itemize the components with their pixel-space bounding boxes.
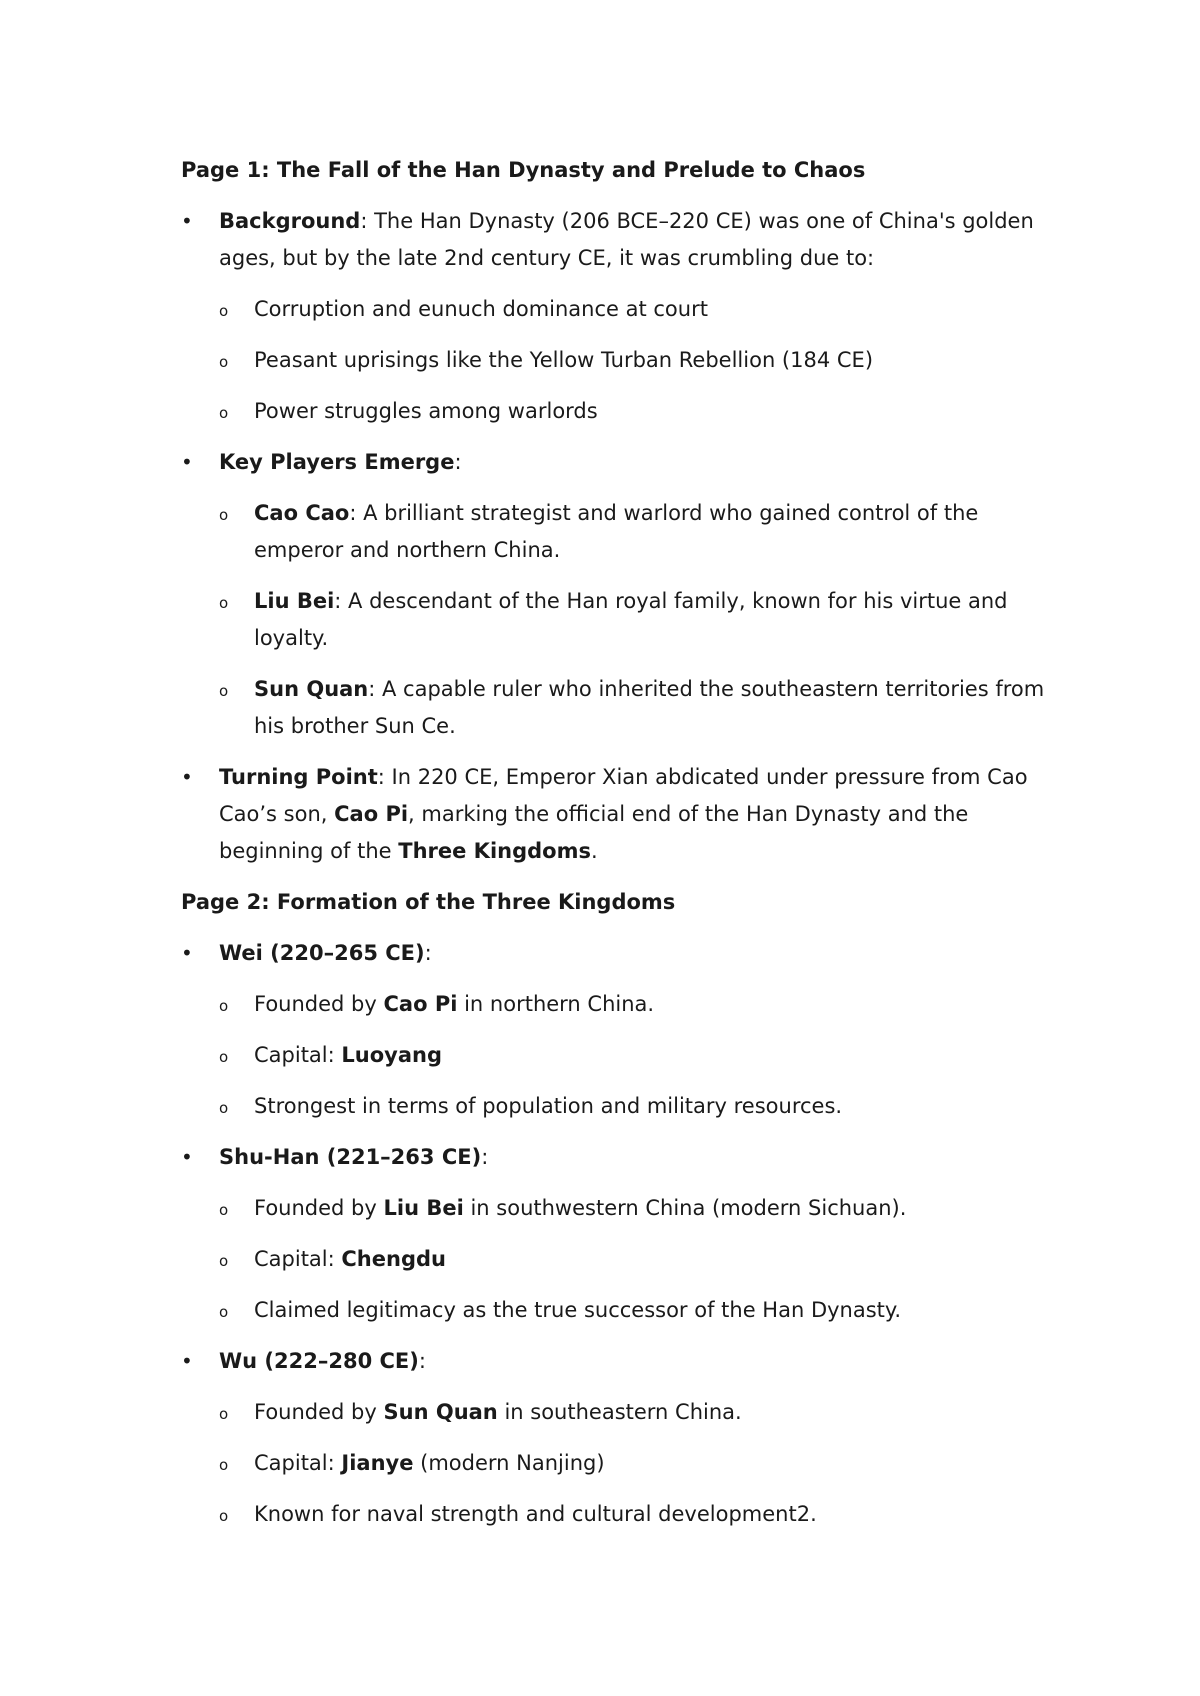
circle-bullet-icon: o: [219, 594, 229, 612]
bullet-turning-point: [181, 759, 1050, 870]
capital-text: Capital:: [254, 1247, 342, 1271]
turning-text: .: [590, 839, 598, 863]
player-name: Sun Quan: [254, 677, 369, 701]
founded-text: Founded by: [254, 992, 384, 1016]
circle-bullet-icon: o: [219, 682, 229, 700]
founder-name: Cao Pi: [383, 992, 458, 1016]
kingdom-note: Claimed legitimacy as the true successor of the Han Dynasty.: [254, 1298, 902, 1322]
background-text: : The Han Dynasty (206 BCE–220 CE) was one of China's golden ages, but by the late 2nd century CE, it was crumbling due to:: [219, 209, 1034, 270]
sub-bullet: [143, 495, 1050, 569]
bullet-dot-icon: •: [181, 765, 193, 789]
circle-bullet-icon: o: [219, 997, 229, 1015]
kingdom-suffix: :: [424, 941, 432, 965]
player-name: Cao Cao: [254, 501, 350, 525]
founded-text: in southwestern China (modern Sichuan).: [463, 1196, 907, 1220]
sub-bullet: [143, 671, 1050, 745]
turning-text: : In 220 CE, Emperor Xian abdicated under pressure from Cao Cao’s son,: [219, 765, 1028, 826]
sub-bullet: [143, 1190, 1050, 1227]
background-label: Background: [219, 209, 361, 233]
bullet-kingdom-wei: [181, 935, 1050, 972]
sub-bullet: [143, 1292, 1050, 1329]
sub-bullet: [143, 393, 1050, 430]
bullet-kingdom-wu: [181, 1343, 1050, 1380]
kingdom-note: Strongest in terms of population and military resources.: [254, 1094, 843, 1118]
bullet-key-players: [181, 444, 1050, 481]
bullet-dot-icon: •: [181, 1145, 193, 1169]
player-name: Liu Bei: [254, 589, 335, 613]
bullet-dot-icon: •: [181, 450, 193, 474]
kingdom-label: Wu (222–280 CE): [219, 1349, 419, 1373]
bullet-dot-icon: •: [181, 1349, 193, 1373]
circle-bullet-icon: o: [219, 1252, 229, 1270]
circle-bullet-icon: o: [219, 1456, 229, 1474]
bullet-kingdom-shu-han: [181, 1139, 1050, 1176]
page2-heading: Page 2: Formation of the Three Kingdoms: [181, 890, 676, 914]
capital-name: Luoyang: [341, 1043, 442, 1067]
circle-bullet-icon: o: [219, 353, 229, 371]
page1-heading: Page 1: The Fall of the Han Dynasty and Prelude to Chaos: [181, 158, 866, 182]
bullet-dot-icon: •: [181, 209, 193, 233]
kingdom-suffix: :: [481, 1145, 489, 1169]
sub-bullet: [143, 1088, 1050, 1125]
list-item: Peasant uprisings like the Yellow Turban Rebellion (184 CE): [254, 348, 874, 372]
sub-bullet: [143, 1496, 1050, 1533]
bullet-background: [181, 203, 1050, 277]
sub-bullet: [143, 291, 1050, 328]
list-item: Corruption and eunuch dominance at court: [254, 297, 708, 321]
founded-text: Founded by: [254, 1196, 384, 1220]
player-description: : A brilliant strategist and warlord who gained control of the emperor and northern China.: [254, 501, 979, 562]
circle-bullet-icon: o: [219, 1405, 229, 1423]
player-description: : A capable ruler who inherited the southeastern territories from his brother Sun Ce.: [254, 677, 1045, 738]
circle-bullet-icon: o: [219, 404, 229, 422]
key-players-suffix: :: [454, 450, 462, 474]
kingdom-label: Shu-Han (221–263 CE): [219, 1145, 482, 1169]
circle-bullet-icon: o: [219, 1048, 229, 1066]
founded-text: in northern China.: [457, 992, 655, 1016]
founded-text: in southeastern China.: [497, 1400, 742, 1424]
kingdom-label: Wei (220–265 CE): [219, 941, 425, 965]
sub-bullet: [143, 1241, 1050, 1278]
circle-bullet-icon: o: [219, 302, 229, 320]
player-description: : A descendant of the Han royal family, known for his virtue and loyalty.: [254, 589, 1008, 650]
turning-bold: Three Kingdoms: [398, 839, 591, 863]
founded-text: Founded by: [254, 1400, 384, 1424]
capital-name: Jianye: [341, 1451, 414, 1475]
turning-bold: Cao Pi: [334, 802, 409, 826]
circle-bullet-icon: o: [219, 1507, 229, 1525]
circle-bullet-icon: o: [219, 506, 229, 524]
sub-bullet: [143, 1445, 1050, 1482]
capital-text: (modern Nanjing): [413, 1451, 605, 1475]
sub-bullet: [143, 986, 1050, 1023]
turning-point-label: Turning Point: [219, 765, 378, 789]
kingdom-note: Known for naval strength and cultural development2.: [254, 1502, 817, 1526]
bullet-dot-icon: •: [181, 941, 193, 965]
capital-text: Capital:: [254, 1451, 342, 1475]
kingdom-suffix: :: [418, 1349, 426, 1373]
founder-name: Liu Bei: [383, 1196, 464, 1220]
founder-name: Sun Quan: [383, 1400, 498, 1424]
circle-bullet-icon: o: [219, 1303, 229, 1321]
circle-bullet-icon: o: [219, 1099, 229, 1117]
sub-bullet: [143, 1394, 1050, 1431]
turning-text: , marking the official end of the Han Dynasty and the beginning of the: [219, 802, 969, 863]
capital-name: Chengdu: [341, 1247, 446, 1271]
sub-bullet: [143, 1037, 1050, 1074]
key-players-label: Key Players Emerge: [219, 450, 455, 474]
circle-bullet-icon: o: [219, 1201, 229, 1219]
sub-bullet: [143, 342, 1050, 379]
capital-text: Capital:: [254, 1043, 342, 1067]
sub-bullet: [143, 583, 1050, 657]
list-item: Power struggles among warlords: [254, 399, 598, 423]
